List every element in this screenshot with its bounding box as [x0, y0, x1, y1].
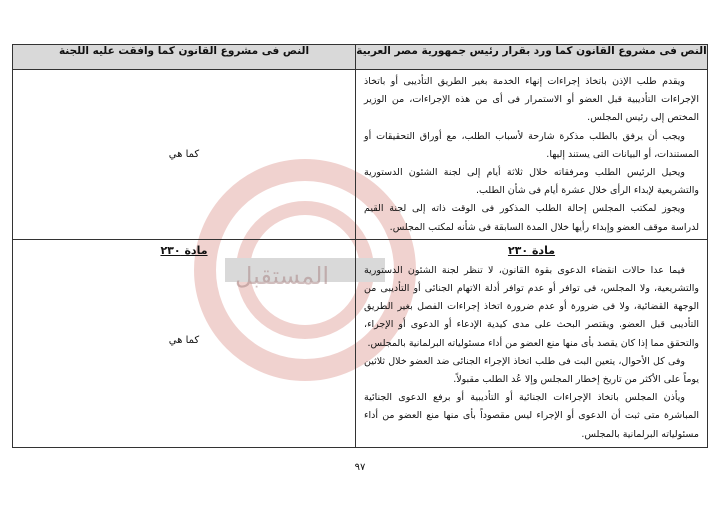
paragraph: ويأذن المجلس باتخاذ الإجراءات الجنائية أو التأديبية أو برفع الدعوى الجنائية المباشرة متى ثبت أن الدعوى أو الإجراء ليس مقصوداً بأى منها منع العضو من أداء مسئولياته البرلمانية بالمجلس.	[364, 392, 699, 440]
original-text-cell	[356, 239, 708, 447]
paragraph: ويجب أن يرفق بالطلب مذكرة شارحة لأسباب الطلب، مع أوراق التحقيقات أو المستندات، أو البيانات التى يستند إليها.	[364, 130, 699, 160]
watermark-text: المستقبل	[235, 262, 330, 290]
table-header-row	[13, 45, 708, 70]
paragraph: ويجوز لمكتب المجلس إحالة الطلب المذكور فى الوقت ذاته إلى لجنة القيم لدراسة موقف العضو وإبداء رأيها خلال المدة السابقة فى شأنه لمكتب المجلس.	[364, 203, 699, 233]
original-text-cell	[356, 70, 708, 240]
paragraph: وفى كل الأحوال، يتعين البت فى طلب اتخاذ الإجراء الجنائى ضد العضو خلال ثلاثين يوماً على الأكثر من تاريخ إخطار المجلس وإلا عُد الطلب مقبولاً.	[364, 355, 699, 386]
article-title: مادة ٢٣٠	[507, 243, 556, 257]
page-number: ٩٧	[354, 462, 366, 473]
as-is-text: كما هي	[168, 148, 200, 160]
committee-text-cell	[13, 239, 356, 447]
paragraph: ويحيل الرئيس الطلب ومرفقاته خلال ثلاثة أيام إلى لجنة الشئون الدستورية والتشريعية لإبداء الرأى خلال عشرة أيام فى شأن الطلب.	[364, 167, 699, 197]
header-original-text: النص فى مشروع القانون كما ورد بقرار رئيس جمهورية مصر العربية	[356, 45, 708, 70]
as-is-text: كما هي	[168, 334, 200, 346]
article-title: مادة ٢٣٠	[160, 243, 208, 257]
header-committee-text: النص فى مشروع القانون كما وافقت عليه اللجنة	[13, 45, 356, 70]
paragraph: فيما عدا حالات انقضاء الدعوى بقوة القانون، لا تنظر لجنة الشئون الدستورية والتشريعية، ولا المجلس، فى توافر أو عدم توافر أدلة الاتهام الجنائى أو التأديبى من الوجهة القضائية، ولا فى ضرورة أو عدم ضرورة اتخاذ إجراءات الفصل بغير الطريق التأديبى قبل العضو. ويقتصر البحث على مدى كيدية الإدعاء أو الدعوى أو الإجراء، والتحقق مما إذا كان يقصد بأى منها منع العضو من أداء مسئولياته البرلمانية بالمجلس.	[364, 264, 699, 349]
paragraph: ويقدم طلب الإذن باتخاذ إجراءات إنهاء الخدمة بغير الطريق التأديبى أو باتخاذ الإجراءات التأديبية قبل العضو أو الاستمرار فى أى من هذه الإجراءات، من الوزير المختص إلى رئيس المجلس.	[364, 76, 699, 124]
table-row	[13, 70, 708, 240]
table-row	[13, 239, 708, 447]
comparison-table	[12, 44, 708, 448]
committee-text-cell	[13, 70, 356, 240]
